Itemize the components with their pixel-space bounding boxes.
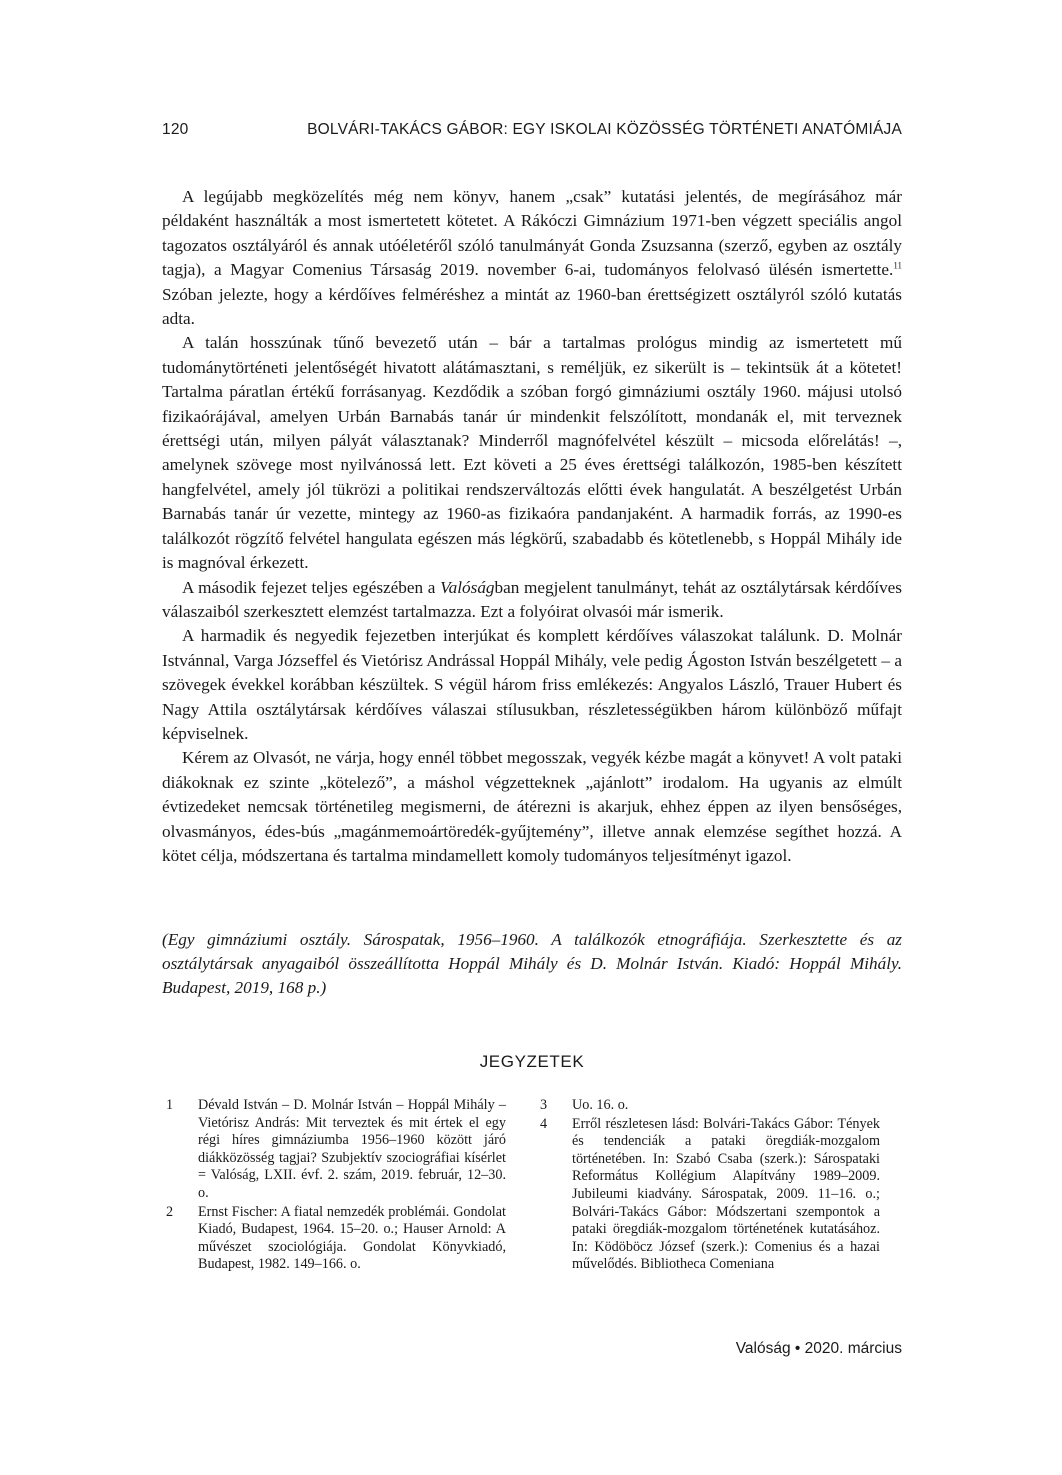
notes-heading: JEGYZETEK bbox=[479, 1052, 585, 1071]
paragraph-text: ban megjelent tanulmányt, tehát az osztálytársak kérdőíves válaszaiból szerkesztett elemzést tartalmazza. Ezt a folyóirat olvasói már ismerik. bbox=[162, 577, 902, 621]
footnote bbox=[540, 1097, 880, 1115]
footnote-number: 3 bbox=[540, 1097, 548, 1113]
page-footer: Valóság • 2020. március bbox=[735, 1340, 902, 1357]
footnote bbox=[166, 1097, 506, 1203]
page-number: 120 bbox=[162, 121, 189, 138]
book-citation: (Egy gimnáziumi osztály. Sárospatak, 1956–1960. A találkozók etnográfiája. Szerkesztette és az osztálytársak anyagaiból összeállította Hoppál Mihály és D. Molnár István. Kiadó: Hoppál Mihály. Budapest, 2019, 168 p.) bbox=[162, 930, 902, 997]
footnote-text: Uo. 16. o. bbox=[572, 1097, 629, 1113]
running-header bbox=[162, 121, 902, 145]
footnote-text: Erről részletesen lásd: Bolvári-Takács Gábor: Tények és tendenciák a pataki öregdiák-mozgalom történetében. In: Szabó Csaba (szerk.): Sárospataki Református Kollégium Alapítvány 1989–2009. Jubileumi kiadvány. Sárospatak, 2009. 11–16. o.; Bolvári-Takács Gábor: Módszertani szempontok a pataki öregdiák-mozgalom történetének kutatásához. In: Ködöböcz József (szerk.): Comenius és a hazai művelődés. Bibliotheca Comeniana bbox=[572, 1115, 880, 1273]
footnote bbox=[166, 1204, 506, 1274]
paragraph: A harmadik és negyedik fejezetben interjúkat és komplett kérdőíves válaszokat találunk. D. Molnár Istvánnal, Varga Józseffel és Vietórisz Andrással Hoppál Mihály, vele pedig Ágoston István beszélgetett – a szövegek évekkel korábban készültek. S végül három friss emlékezés: Angyalos László, Trauer Hubert és Nagy Attila osztálytársak kérdőíves válaszai stílusukban, részletességükben három különböző műfajt képviselnek. bbox=[162, 626, 902, 743]
footnote-ref: 11 bbox=[893, 260, 902, 271]
footnote bbox=[540, 1116, 880, 1274]
footnote-text: Dévald István – D. Molnár István – Hoppál Mihály – Vietórisz András: Mit terveztek és mit értek el egy régi híres gimnáziumba 1956–1960 között járó diákközösség tagjai? Szubjektív szociográfiai kísérlet = Valóság, LXII. évf. 2. szám, 2019. február, 12–30. o. bbox=[198, 1097, 506, 1201]
paragraph: A talán hosszúnak tűnő bevezető után – bár a tartalmas prológus mindig az ismertetett mű tudománytörténeti jelentőségét hivatott alátámasztani, s reméljük, ez sikerült is – tekintsük át a kötetet! Tartalma páratlan értékű forrásanyag. Kezdődik a szóban forgó gimnáziumi osztály 1960. májusi utolsó fizikaórájával, amelyen Urbán Barnabás tanár úr mindenkit felszólított, mondanák el, mit terveznek érettségi után, milyen pályát választanak? Minderről magnófelvétel készült – micsoda előrelátás! –, amelynek szövege most nyilvánossá lett. Ezt követi a 25 éves érettségi találkozón, 1985-ben készített hangfelvétel, amely jól tükrözi a politikai rendszerváltozás előtti évek hangulatát. A beszélgetést Urbán Barnabás tanár úr vezette, mintegy az 1960-as fizikaóra pandanjaként. A harmadik forrás, az 1990-es találkozót rögzítő felvétel hangulata egészen más légkörű, szabadabb és kötetlenebb, s Hoppál Mihály ide is magnóval érkezett. bbox=[162, 333, 902, 573]
footnote-number: 1 bbox=[166, 1097, 174, 1113]
paragraph: Kérem az Olvasót, ne várja, hogy ennél többet megosszak, vegyék kézbe magát a könyvet! A volt pataki diákoknak ez szinte „kötelező”, a máshol végzetteknek „ajánlott” irodalom. Ha ugyanis az elmúlt évtizedeket nemcsak történetileg megismerni, de átérezni is akarjuk, ehhez éppen az ilyen bensőséges, olvasmányos, édes-bús „magánmemoártöredék-gyűjtemény”, illetve annak elemzése segíthet hozzá. A kötet célja, módszertana és tartalma mindamellett komoly tudományos teljesítményt igazol. bbox=[162, 748, 902, 865]
notes-column-right bbox=[540, 1097, 880, 1275]
article-body bbox=[162, 185, 902, 868]
footnote-number: 4 bbox=[540, 1115, 548, 1132]
paragraph-text: Szóban jelezte, hogy a kérdőíves felméréshez a mintát az 1960-ban érettségizett osztályról szóló kutatás adta. bbox=[162, 284, 902, 329]
notes-column-left bbox=[166, 1097, 506, 1275]
journal-title: Valóság bbox=[440, 577, 495, 597]
footnote-number: 2 bbox=[166, 1203, 174, 1220]
paragraph bbox=[162, 185, 902, 331]
paragraph bbox=[162, 576, 902, 625]
running-title: BOLVÁRI-TAKÁCS GÁBOR: EGY ISKOLAI KÖZÖSSÉG TÖRTÉNETI ANATÓMIÁJA bbox=[307, 121, 902, 138]
footnote-text: Ernst Fischer: A fiatal nemzedék problémái. Gondolat Kiadó, Budapest, 1964. 15–20. o.; Hauser Arnold: A művészet szociológiája. Gondolat Könyvkiadó, Budapest, 1982. 149–166. o. bbox=[198, 1203, 506, 1273]
paragraph-text: A második fejezet teljes egészében a bbox=[182, 577, 441, 597]
paragraph-text: A legújabb megközelítés még nem könyv, hanem „csak” kutatási jelentés, de megírásához már példaként használták a most ismertetett kötetet. A Rákóczi Gimnázium 1971-ben végzett speciális angol tagozatos osztályáról és annak utóéletéről szóló tanulmányát Gonda Zsuzsanna (szerző, egyben az osztály tagja), a Magyar Comenius Társaság 2019. november 6-ai, tudományos felolvasó ülésén ismertette. bbox=[162, 187, 902, 280]
